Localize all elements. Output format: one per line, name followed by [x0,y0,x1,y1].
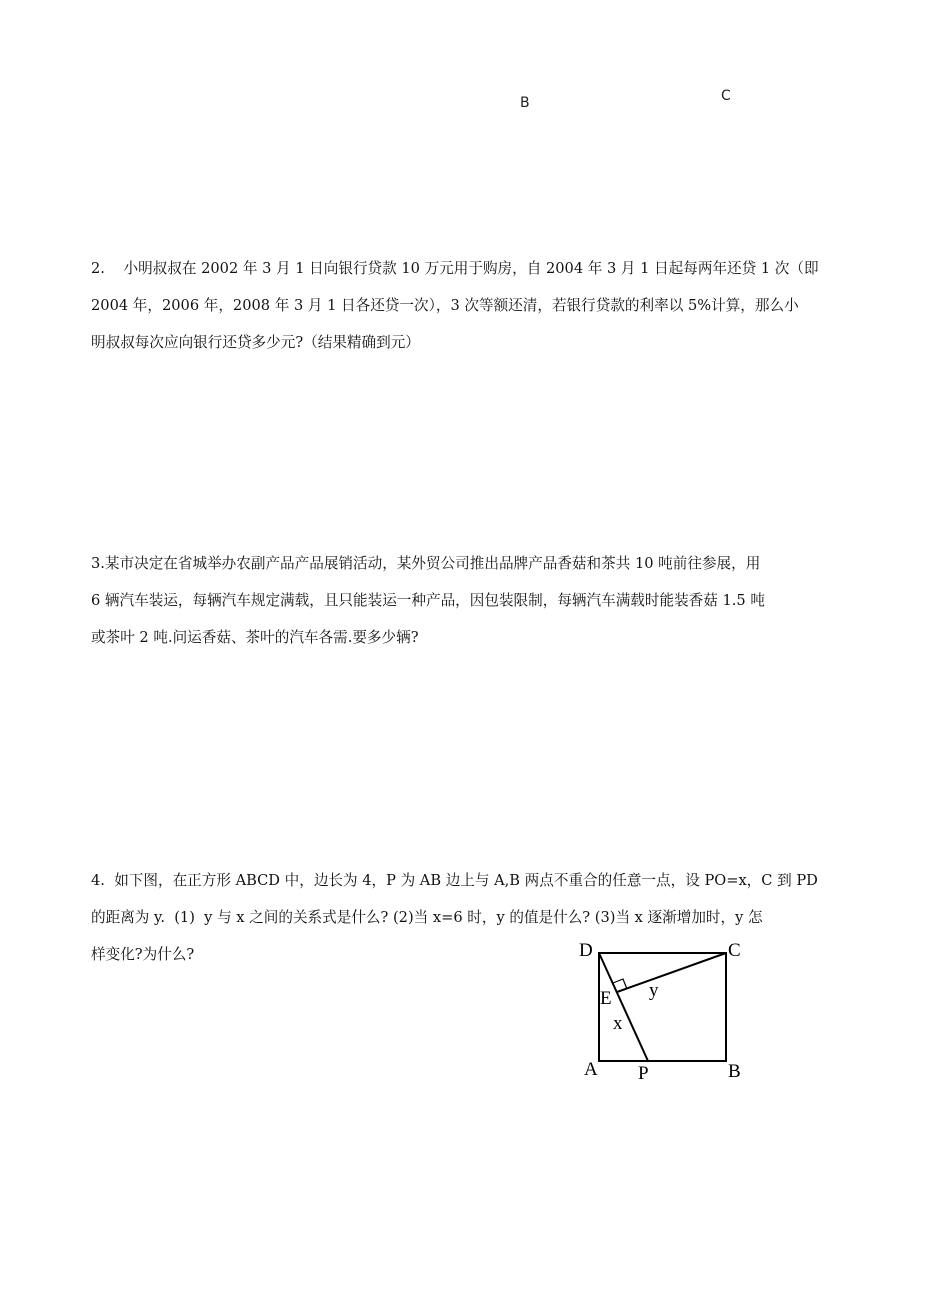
label-b: B [728,1061,741,1082]
problem-3-line-3: 或茶叶 2 吨.问运香菇、茶叶的汽车各需.要多少辆? [91,629,419,646]
problem-4-line-2: 的距离为 y. (1) y 与 x 之间的关系式是什么? (2)当 x=6 时，y 的值是什么? (3)当 x 逐渐增加时，y 怎 [91,909,763,926]
top-label-c: C [721,88,731,104]
label-a: A [584,1059,598,1080]
problem-2 [91,250,861,361]
label-d: D [579,940,593,961]
top-label-b: B [520,95,530,111]
segment-ce [617,953,726,992]
label-y: y [649,980,659,1001]
label-e: E [600,988,612,1009]
label-x: x [613,1013,623,1034]
problem-3-line-2: 6 辆汽车装运，每辆汽车规定满载，且只能装运一种产品，因包装限制，每辆汽车满载时能装香菇 1.5 吨 [91,592,765,609]
label-c: C [728,940,741,961]
square-abcd [599,953,726,1061]
problem-2-line-3: 明叔叔每次应向银行还贷多少元?（结果精确到元） [91,334,420,351]
square-diagram [576,936,756,1086]
problem-3 [91,545,861,656]
problem-3-line-1: 3.某市决定在省城举办农副产品产品展销活动，某外贸公司推出品牌产品香菇和茶共 10 吨前往参展，用 [91,555,761,572]
problem-4-line-3: 样变化?为什么? [91,946,195,963]
problem-2-line-2: 2004 年，2006 年，2008 年 3 月 1 日各还贷一次），3 次等额还清，若银行贷款的利率以 5%计算，那么小 [91,297,799,314]
label-p: P [638,1063,649,1084]
problem-2-line-1: 2. 小明叔叔在 2002 年 3 月 1 日向银行贷款 10 万元用于购房，自 2004 年 3 月 1 日起每两年还贷 1 次（即 [91,260,819,277]
problem-4-line-1: 4. 如下图，在正方形 ABCD 中，边长为 4，P 为 AB 边上与 A,B 两点不重合的任意一点，设 PO=x，C 到 PD [91,872,818,889]
